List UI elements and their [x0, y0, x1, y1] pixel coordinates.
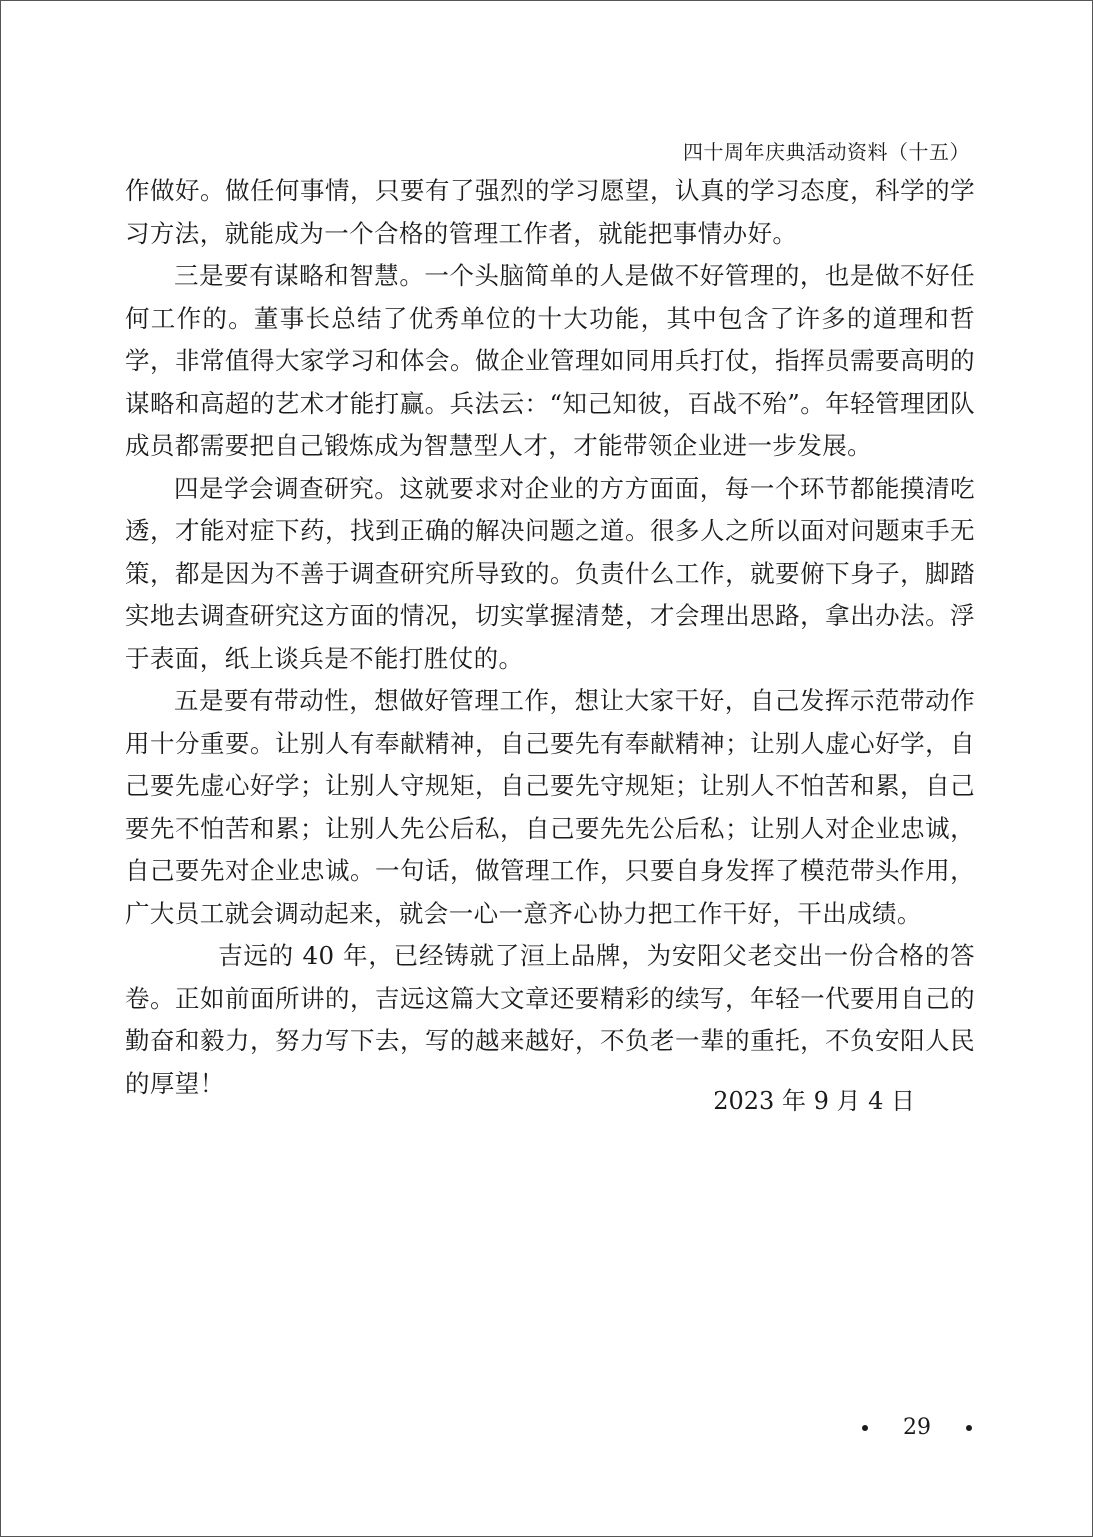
- paragraph-strategy-wisdom: 三是要有谋略和智慧。一个头脑简单的人是做不好管理的，也是做不好任何工作的。董事长总结了优秀单位的十大功能，其中包含了许多的道理和哲学，非常值得大家学习和体会。做企业管理如同用兵打仗，指挥员需要高明的谋略和高超的艺术才能打赢。兵法云：“知己知彼，百战不殆”。年轻管理团队成员都需要把自己锻炼成为智慧型人才，才能带领企业进一步发展。: [125, 261, 975, 460]
- paragraph-investigation: 四是学会调查研究。这就要求对企业的方方面面，每一个环节都能摸清吃透，才能对症下药，找到正确的解决问题之道。很多人之所以面对问题束手无策，都是因为不善于调查研究所导致的。负责什么工作，就要俯下身子，脚踏实地去调查研究这方面的情况，切实掌握清楚，才会理出思路，拿出办法。浮于表面，纸上谈兵是不能打胜仗的。: [125, 473, 975, 673]
- paragraph-leadership-example: 五是要有带动性，想做好管理工作，想让大家干好，自己发挥示范带动作用十分重要。让别人有奉献精神，自己要先有奉献精神；让别人虚心好学，自己要先虚心好学；让别人守规矩，自己要先守规矩；让别人不怕苦和累，自己要先不怕苦和累；让别人先公后私，自己要先先公后私；让别人对企业忠诚，自己要先对企业忠诚。一句话，做管理工作，只要自身发挥了模范带头作用，广大员工就会调动起来，就会一心一意齐心协力把工作干好，干出成绩。: [125, 686, 975, 928]
- page-number: 29: [903, 1415, 931, 1440]
- paragraph-conclusion: 吉远的 40 年，已经铸就了洹上品牌，为安阳父老交出一份合格的答卷。正如前面所讲的，吉远这篇大文章还要精彩的续写，年轻一代要用自己的勤奋和毅力，努力写下去，写的越来越好，不负老一辈的重托，不负安阳人民的厚望！: [125, 941, 975, 1098]
- paragraph-continuation: 作做好。做任何事情，只要有了强烈的学习愿望，认真的学习态度，科学的学习方法，就能成为一个合格的管理工作者，就能把事情办好。: [125, 176, 975, 248]
- running-header: 四十周年庆典活动资料（十五）: [683, 140, 970, 164]
- article-body: [125, 170, 975, 1105]
- page-folio: [862, 1413, 972, 1443]
- folio-dot-right: [966, 1425, 972, 1431]
- folio-dot-left: [862, 1425, 868, 1431]
- signature-date: 2023 年 9 月 4 日: [713, 1087, 915, 1115]
